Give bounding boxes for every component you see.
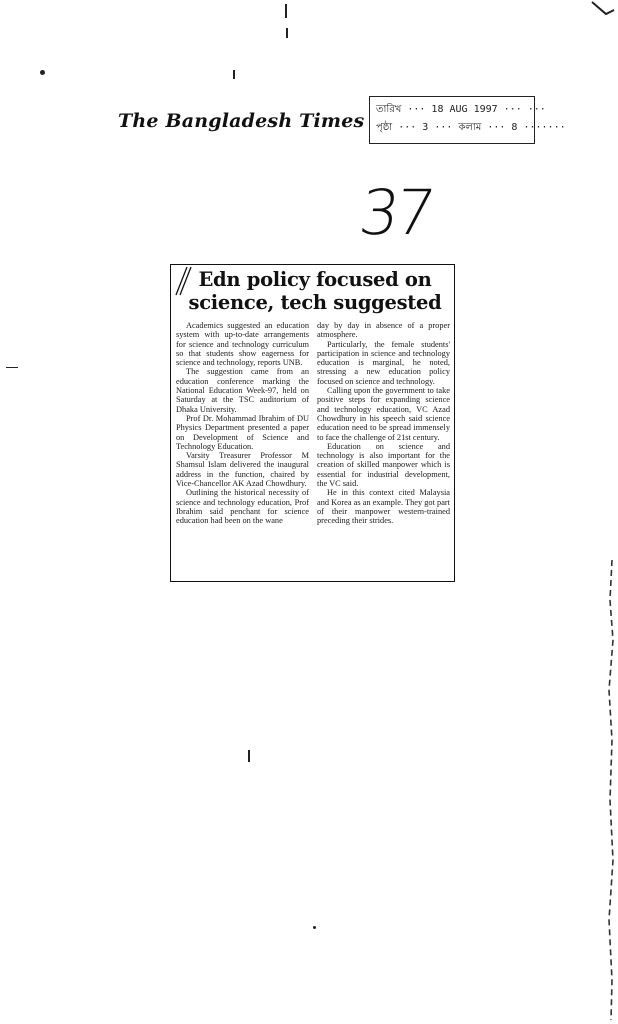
- handwritten-page-number: 37: [354, 176, 437, 249]
- newspaper-masthead: The Bangladesh Times: [118, 110, 365, 132]
- article-column-left: [176, 321, 309, 579]
- article-column-right: [317, 321, 450, 579]
- scan-speck: [285, 4, 287, 18]
- article-headline: Edn policy focused on science, tech suggested: [188, 268, 442, 314]
- date-stamp: [369, 96, 566, 144]
- torn-edge-mark: [606, 560, 616, 1020]
- article-paragraph: Calling upon the government to take positive steps for expanding science and technology education, VC Azad Chowdhury in his speech said science education need to be spread immensely to face the challenge of 21st century.: [317, 386, 450, 442]
- scan-speck: [286, 28, 288, 38]
- scan-speck: [313, 926, 316, 929]
- scan-speck: [248, 750, 250, 762]
- news-clipping: [170, 264, 455, 582]
- article-paragraph: Academics suggested an education system with up-to-date arrangements for science and technology curriculum so that students show eagerness for science and technology, reports UNB.: [176, 321, 309, 368]
- stamp-page-line: পৃষ্ঠা ··· 3 ··· কলাম ··· 8 ·······: [376, 122, 566, 133]
- article-paragraph: Prof Dr. Mohammad Ibrahim of DU Physics Department presented a paper on Development of Science and Technology Education.: [176, 413, 309, 451]
- scan-speck: [233, 70, 235, 79]
- article-paragraph: The suggestion came from an education conference marking the National Education Week-97, held on Saturday at the TSC auditorium of Dhaka University.: [176, 367, 309, 414]
- article-paragraph: Outlining the historical necessity of science and technology education, Prof Ibrahim said penchant for science education had been on the wane: [176, 488, 309, 526]
- article-paragraph: Particularly, the female students' participation in science and technology education is marginal, he noted, stressing a new education policy focused on science and technology.: [317, 339, 450, 386]
- article-paragraph: Education on science and technology is also important for the creation of skilled manpower which is essential for industrial development, the VC said.: [317, 441, 450, 489]
- article-paragraph: Varsity Treasurer Professor M Shamsul Islam delivered the inaugural address in the function, chaired by Vice-Chancellor AK Azad Chowdhury.: [176, 451, 309, 489]
- scan-speck: [6, 367, 18, 368]
- article-body: [176, 321, 451, 579]
- stamp-date-line: তারিখ ··· 18 AUG 1997 ··· ···: [376, 104, 546, 115]
- article-paragraph: day by day in absence of a proper atmosphere.: [317, 321, 450, 340]
- corner-fold-mark: [588, 0, 618, 30]
- article-paragraph: He in this context cited Malaysia and Korea as an example. They got part of their manpower western-trained preceding their strides.: [317, 488, 450, 526]
- scan-speck: [40, 70, 45, 75]
